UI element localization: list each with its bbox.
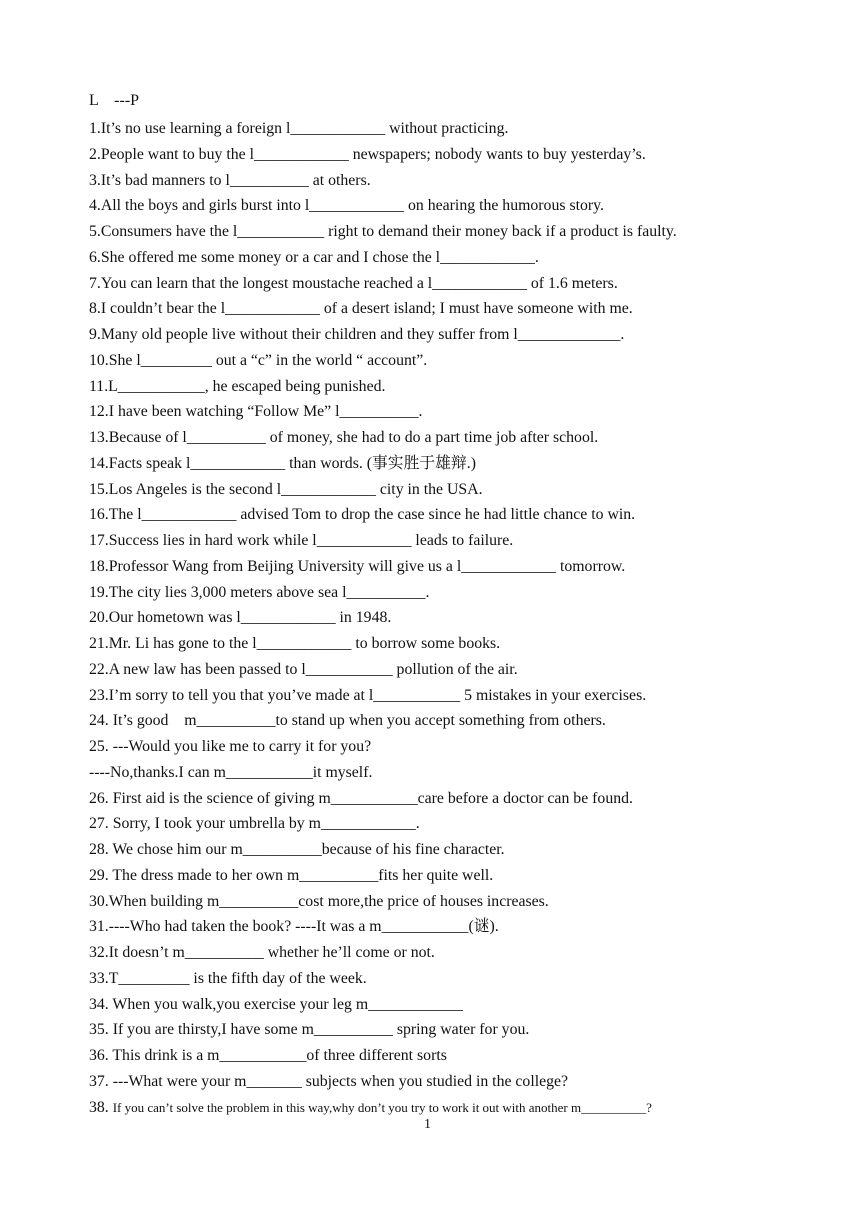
question-line: 28. We chose him our m__________because of his fine character.	[89, 841, 505, 858]
question-line: 20.Our hometown was l____________ in 1948.	[89, 609, 392, 627]
question-line: 10.She l_________ out a “c” in the world “ account”.	[89, 351, 428, 369]
question-line-38	[89, 1095, 789, 1121]
question-line: ----No,thanks.I can m___________it myself.	[89, 763, 373, 781]
section-header: L ---P	[89, 92, 140, 109]
question-line: 12.I have been watching “Follow Me” l__________.	[89, 403, 423, 421]
question-line: 15.Los Angeles is the second l____________ city in the USA.	[89, 480, 483, 498]
question-line: 26. First aid is the science of giving m___________care before a doctor can be found.	[89, 789, 633, 807]
question-line: 23.I’m sorry to tell you that you’ve made at l___________ 5 mistakes in your exercises.	[89, 686, 647, 704]
question-line: 11.L___________, he escaped being punished.	[89, 377, 386, 395]
question-line: 3.It’s bad manners to l__________ at others.	[89, 171, 371, 189]
page-number: 1	[424, 1117, 431, 1132]
question-line: 37. ---What were your m_______ subjects when you studied in the college?	[89, 1072, 569, 1090]
question-line: 9.Many old people live without their children and they suffer from l_____________.	[89, 326, 625, 343]
question-line: 16.The l____________ advised Tom to drop the case since he had little chance to win.	[89, 506, 636, 524]
question-line: 8.I couldn’t bear the l____________ of a desert island; I must have someone with me.	[89, 300, 633, 318]
question-list	[89, 116, 789, 1120]
question-line: 35. If you are thirsty,I have some m__________ spring water for you.	[89, 1021, 530, 1039]
question-line: 33.T_________ is the fifth day of the week.	[89, 969, 367, 987]
question-line: 25. ---Would you like me to carry it for you?	[89, 738, 372, 755]
question-line: 22.A new law has been passed to l___________ pollution of the air.	[89, 660, 518, 678]
question-line: 19.The city lies 3,000 meters above sea l__________.	[89, 583, 430, 601]
question-line: 21.Mr. Li has gone to the l____________ to borrow some books.	[89, 635, 501, 652]
question-line: 5.Consumers have the l___________ right to demand their money back if a product is faulty.	[89, 223, 677, 240]
question-line: 36. This drink is a m___________of three different sorts	[89, 1047, 447, 1064]
question-line: 1.It’s no use learning a foreign l____________ without practicing.	[89, 120, 509, 137]
question-38-number: 38.	[89, 1098, 113, 1116]
question-line: 32.It doesn’t m__________ whether he’ll come or not.	[89, 944, 435, 961]
question-line: 6.She offered me some money or a car and I chose the l____________.	[89, 248, 539, 266]
question-38-text: If you can’t solve the problem in this way,why don’t you try to work it out with another m__________?	[112, 1099, 652, 1115]
question-line: 13.Because of l__________ of money, she had to do a part time job after school.	[89, 429, 599, 446]
question-line: 4.All the boys and girls burst into l____________ on hearing the humorous story.	[89, 197, 604, 215]
question-line: 34. When you walk,you exercise your leg m____________	[89, 995, 463, 1013]
question-line: 14.Facts speak l____________ than words. (事实胜于雄辩.)	[89, 454, 476, 472]
question-line: 2.People want to buy the l____________ newspapers; nobody wants to buy yesterday’s.	[89, 145, 646, 163]
question-line: 24. It’s good m__________to stand up when you accept something from others.	[89, 712, 606, 730]
question-line: 17.Success lies in hard work while l____________ leads to failure.	[89, 532, 514, 549]
question-line: 18.Professor Wang from Beijing University will give us a l____________ tomorrow.	[89, 557, 626, 575]
question-line: 7.You can learn that the longest moustache reached a l____________ of 1.6 meters.	[89, 274, 618, 292]
question-line: 27. Sorry, I took your umbrella by m____________.	[89, 815, 420, 833]
question-line: 30.When building m__________cost more,the price of houses increases.	[89, 892, 549, 910]
question-line: 29. The dress made to her own m__________fits her quite well.	[89, 866, 494, 884]
question-line: 31.----Who had taken the book? ----It was a m___________(谜).	[89, 918, 499, 936]
